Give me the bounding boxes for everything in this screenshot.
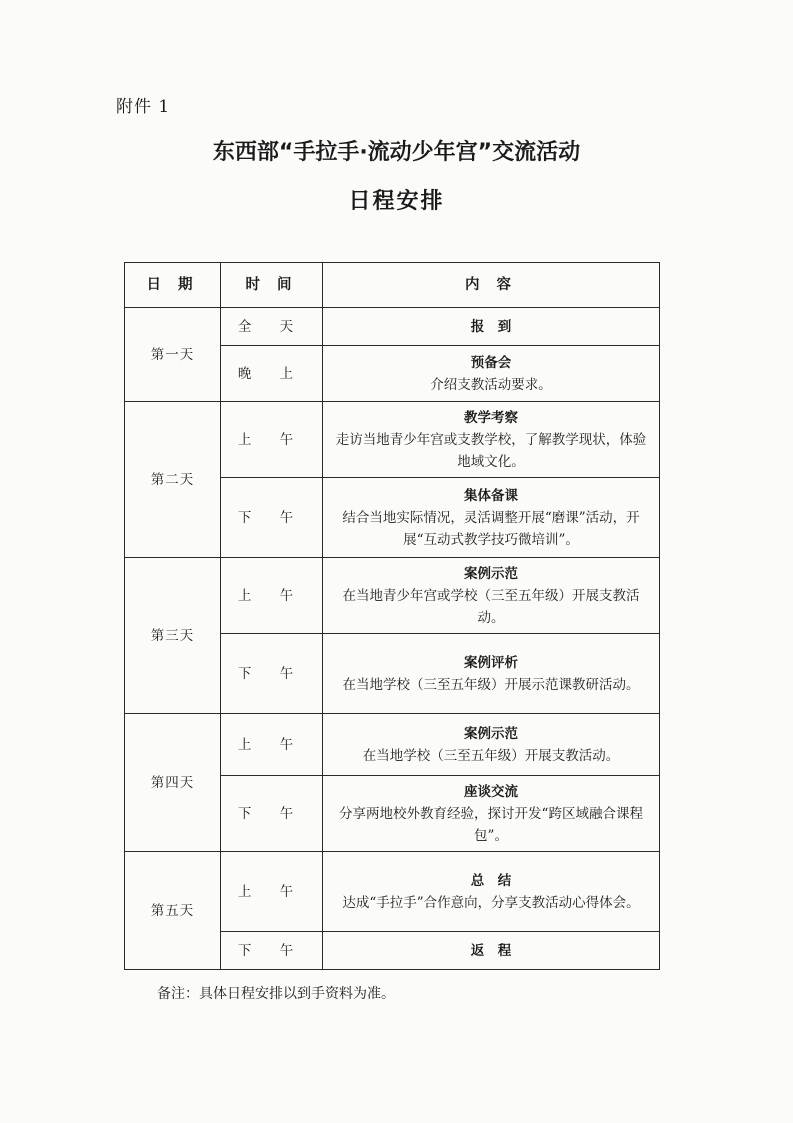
item-title: 案例示范 (464, 725, 518, 742)
item-description: 在当地青少年宫或学校（三至五年级）开展支教活动。 (342, 587, 640, 626)
content-cell (323, 776, 660, 852)
table-row (125, 308, 660, 346)
time-cell: 全 天 (221, 308, 323, 346)
item-title: 座谈交流 (464, 783, 518, 800)
attachment-label: 附件 1 (116, 97, 171, 117)
time-cell: 下 午 (221, 634, 323, 714)
day-cell: 第三天 (125, 558, 221, 714)
item-description: 达成“手拉手”合作意向，分享支教活动心得体会。 (342, 894, 640, 911)
item-description: 结合当地实际情况，灵活调整开展“磨课”活动，开展“互动式教学技巧微培训”。 (342, 509, 640, 548)
table-row (125, 558, 660, 634)
item-description: 介绍支教活动要求。 (430, 376, 552, 393)
item-title: 总 结 (470, 872, 512, 889)
day-cell: 第一天 (125, 308, 221, 402)
content-cell (323, 558, 660, 634)
item-title: 集体备课 (464, 487, 518, 504)
time-cell: 下 午 (221, 478, 323, 558)
time-cell: 下 午 (221, 932, 323, 970)
day-cell: 第二天 (125, 402, 221, 558)
content-cell (323, 932, 660, 970)
document-subtitle: 日程安排 (348, 189, 445, 214)
time-cell: 上 午 (221, 558, 323, 634)
content-cell (323, 402, 660, 478)
content-cell (323, 634, 660, 714)
content-cell (323, 714, 660, 776)
content-cell (323, 852, 660, 932)
content-cell (323, 308, 660, 346)
item-title: 案例评析 (464, 654, 518, 671)
table-header-row (125, 263, 660, 308)
time-cell: 上 午 (221, 402, 323, 478)
header-content: 内 容 (323, 263, 660, 308)
item-description: 分享两地校外教育经验，探讨开发“跨区域融合课程包”。 (339, 805, 643, 844)
document-title: 东西部“手拉手·流动少年宫”交流活动 (212, 140, 581, 165)
table-row (125, 852, 660, 932)
content-cell (323, 478, 660, 558)
item-description: 在当地学校（三至五年级）开展支教活动。 (362, 747, 620, 764)
day-cell: 第五天 (125, 852, 221, 970)
table-row (125, 714, 660, 776)
item-description: 在当地学校（三至五年级）开展示范课教研活动。 (342, 676, 640, 693)
item-title: 教学考察 (464, 409, 518, 426)
item-title: 案例示范 (464, 565, 518, 582)
item-description: 走访当地青少年宫或支教学校，了解教学现状，体验地域文化。 (335, 431, 647, 470)
header-date: 日 期 (125, 263, 221, 308)
day-cell: 第四天 (125, 714, 221, 852)
footnote: 备注：具体日程安排以到手资料为准。 (157, 986, 395, 1002)
header-time: 时 间 (221, 263, 323, 308)
time-cell: 上 午 (221, 714, 323, 776)
time-cell: 上 午 (221, 852, 323, 932)
time-cell: 下 午 (221, 776, 323, 852)
item-title: 报 到 (470, 318, 512, 335)
item-title: 预备会 (470, 354, 512, 371)
schedule-table (124, 262, 660, 970)
content-cell (323, 346, 660, 402)
time-cell: 晚 上 (221, 346, 323, 402)
table-row (125, 402, 660, 478)
item-title: 返 程 (470, 942, 512, 959)
